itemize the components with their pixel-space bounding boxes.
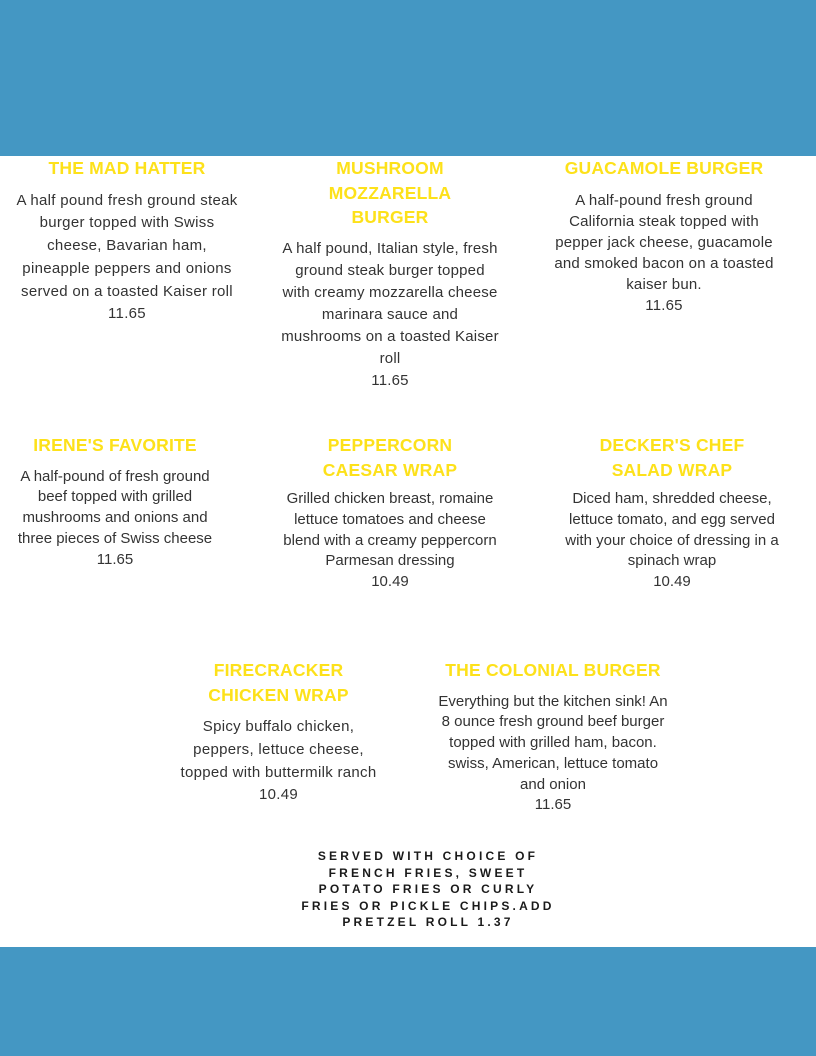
item-price: 11.65 xyxy=(534,796,572,814)
item-price: 11.65 xyxy=(645,296,683,314)
item-price: 10.49 xyxy=(653,573,691,591)
item-description: A half pound, Italian style, fresh ground steak burger topped with creamy mozzarella cheese marinara sauce and mushrooms on a toasted Kaiser roll xyxy=(281,239,499,367)
item-description: A half-pound of fresh ground beef topped with grilled mushrooms and onions and three pieces of Swiss cheese xyxy=(17,467,213,547)
item-description: Diced ham, shredded cheese, lettuce tomato, and egg served with your choice of dressing in a spinach wrap xyxy=(565,490,779,570)
menu-item-deckers-chef-salad-wrap xyxy=(560,433,784,593)
item-description: A half-pound fresh ground California steak topped with pepper jack cheese, guacamole and smoked bacon on a toasted kaiser bun. xyxy=(554,191,774,293)
item-title: THE COLONIAL BURGER xyxy=(445,660,661,680)
item-title: PEPPERCORN CAESAR WRAP xyxy=(322,435,458,480)
menu-item-irenes-favorite xyxy=(5,433,225,570)
menu-item-mad-hatter xyxy=(12,156,242,326)
item-title: MUSHROOM MOZZARELLA BURGER xyxy=(328,158,452,227)
menu-item-firecracker-chicken-wrap xyxy=(176,658,381,807)
item-price: 11.65 xyxy=(96,550,134,568)
item-title: THE MAD HATTER xyxy=(48,158,206,178)
menu-item-guacamole-burger xyxy=(554,156,774,316)
menu-item-peppercorn-caesar-wrap xyxy=(276,433,504,593)
menu-item-colonial-burger xyxy=(438,658,668,816)
item-title: IRENE'S FAVORITE xyxy=(33,435,197,455)
item-title: FIRECRACKER CHICKEN WRAP xyxy=(208,660,349,705)
item-description: Spicy buffalo chicken, peppers, lettuce cheese, topped with buttermilk ranch xyxy=(180,718,377,781)
sides-note: SERVED WITH CHOICE OF FRENCH FRIES, SWEET POTATO FRIES OR CURLY FRIES OR PICKLE CHIPS.ADD PRETZEL ROLL 1.37 xyxy=(301,849,555,929)
item-title: GUACAMOLE BURGER xyxy=(564,158,764,178)
item-description: A half pound fresh ground steak burger topped with Swiss cheese, Bavarian ham, pineapple peppers and onions served on a toasted Kaiser roll 11.65 xyxy=(16,191,238,323)
item-description: Everything but the kitchen sink! An 8 ounce fresh ground beef burger topped with grilled ham, bacon. swiss, American, lettuce tomato and onion xyxy=(438,692,668,793)
item-price: 10.49 xyxy=(258,786,299,804)
top-banner xyxy=(0,0,816,156)
item-title: DECKER'S CHEF SALAD WRAP xyxy=(599,435,745,480)
bottom-banner xyxy=(0,947,816,1056)
menu-item-mushroom-mozzarella xyxy=(280,156,500,392)
item-price: 10.49 xyxy=(371,573,409,591)
item-description: Grilled chicken breast, romaine lettuce tomatoes and cheese blend with a creamy peppercorn Parmesan dressing xyxy=(283,490,497,570)
item-price: 11.65 xyxy=(371,371,409,389)
